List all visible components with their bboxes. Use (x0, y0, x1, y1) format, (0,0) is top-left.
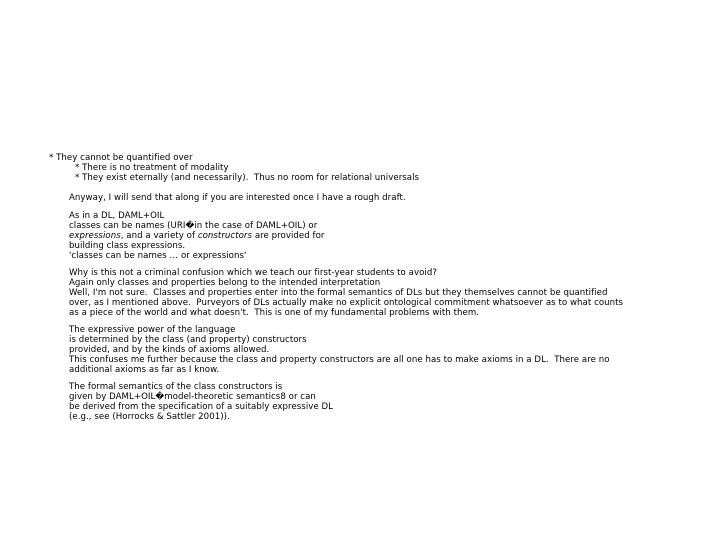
text-line: building class expressions. (69, 241, 186, 251)
paragraph-formal-semantics (69, 382, 333, 422)
text-line: (e.g., see (Horrocks & Sattler 2001)). (69, 412, 230, 422)
text-line: This confuses me further because the class and property constructors are all one has to make axioms in a DL. There are no (69, 355, 610, 365)
text-line: 'classes can be names … or expressions' (69, 251, 247, 261)
text-line: is determined by the class (and property) constructors (69, 335, 307, 345)
text-line: given by DAML+OIL�model-theoretic semantics8 or can (69, 392, 316, 402)
bullet-modality: * There is no treatment of modality (75, 163, 229, 173)
text-line: Again only classes and properties belong to the intended interpretation (69, 278, 381, 288)
bullet-quantified: * They cannot be quantified over (49, 153, 193, 163)
text-line: provided, and by the kinds of axioms allowed. (69, 345, 270, 355)
text-line: As in a DL, DAML+OIL (69, 211, 165, 221)
text-fragment: , and a variety of (120, 231, 198, 241)
text-line: classes can be names (URI�in the case of DAML+OIL) or (69, 221, 318, 231)
text-line: over, as I mentioned above. Purveyors of DLs actually make no explicit ontological commitment whatsoever as to what counts (69, 298, 624, 308)
text-line: be derived from the specification of a suitably expressive DL (69, 402, 334, 412)
text-line: Well, I'm not sure. Classes and properties enter into the formal semantics of DLs but they themselves cannot be quantified (69, 288, 608, 298)
emphasis-constructors: constructors (197, 231, 253, 241)
paragraph-daml-classes (69, 211, 325, 261)
text-line: The formal semantics of the class constructors is (69, 382, 283, 392)
text-line: The expressive power of the language (69, 325, 236, 335)
paragraph-criminal-confusion (69, 268, 623, 318)
paragraph-expressive-power (69, 325, 610, 375)
text-fragment: are provided for (252, 231, 325, 241)
emphasis-expressions: expressions (69, 231, 121, 241)
bullet-eternal: * They exist eternally (and necessarily). Thus no room for relational universals (75, 173, 420, 183)
text-line: additional axioms as far as I know. (69, 365, 220, 375)
text-line (69, 231, 325, 241)
text-line: Why is this not a criminal confusion which we teach our first-year students to avoid? (69, 268, 437, 278)
paragraph-anyway: Anyway, I will send that along if you are interested once I have a rough draft. (69, 193, 406, 203)
text-line: as a piece of the world and what doesn't. This is one of my fundamental problems with them. (69, 308, 480, 318)
